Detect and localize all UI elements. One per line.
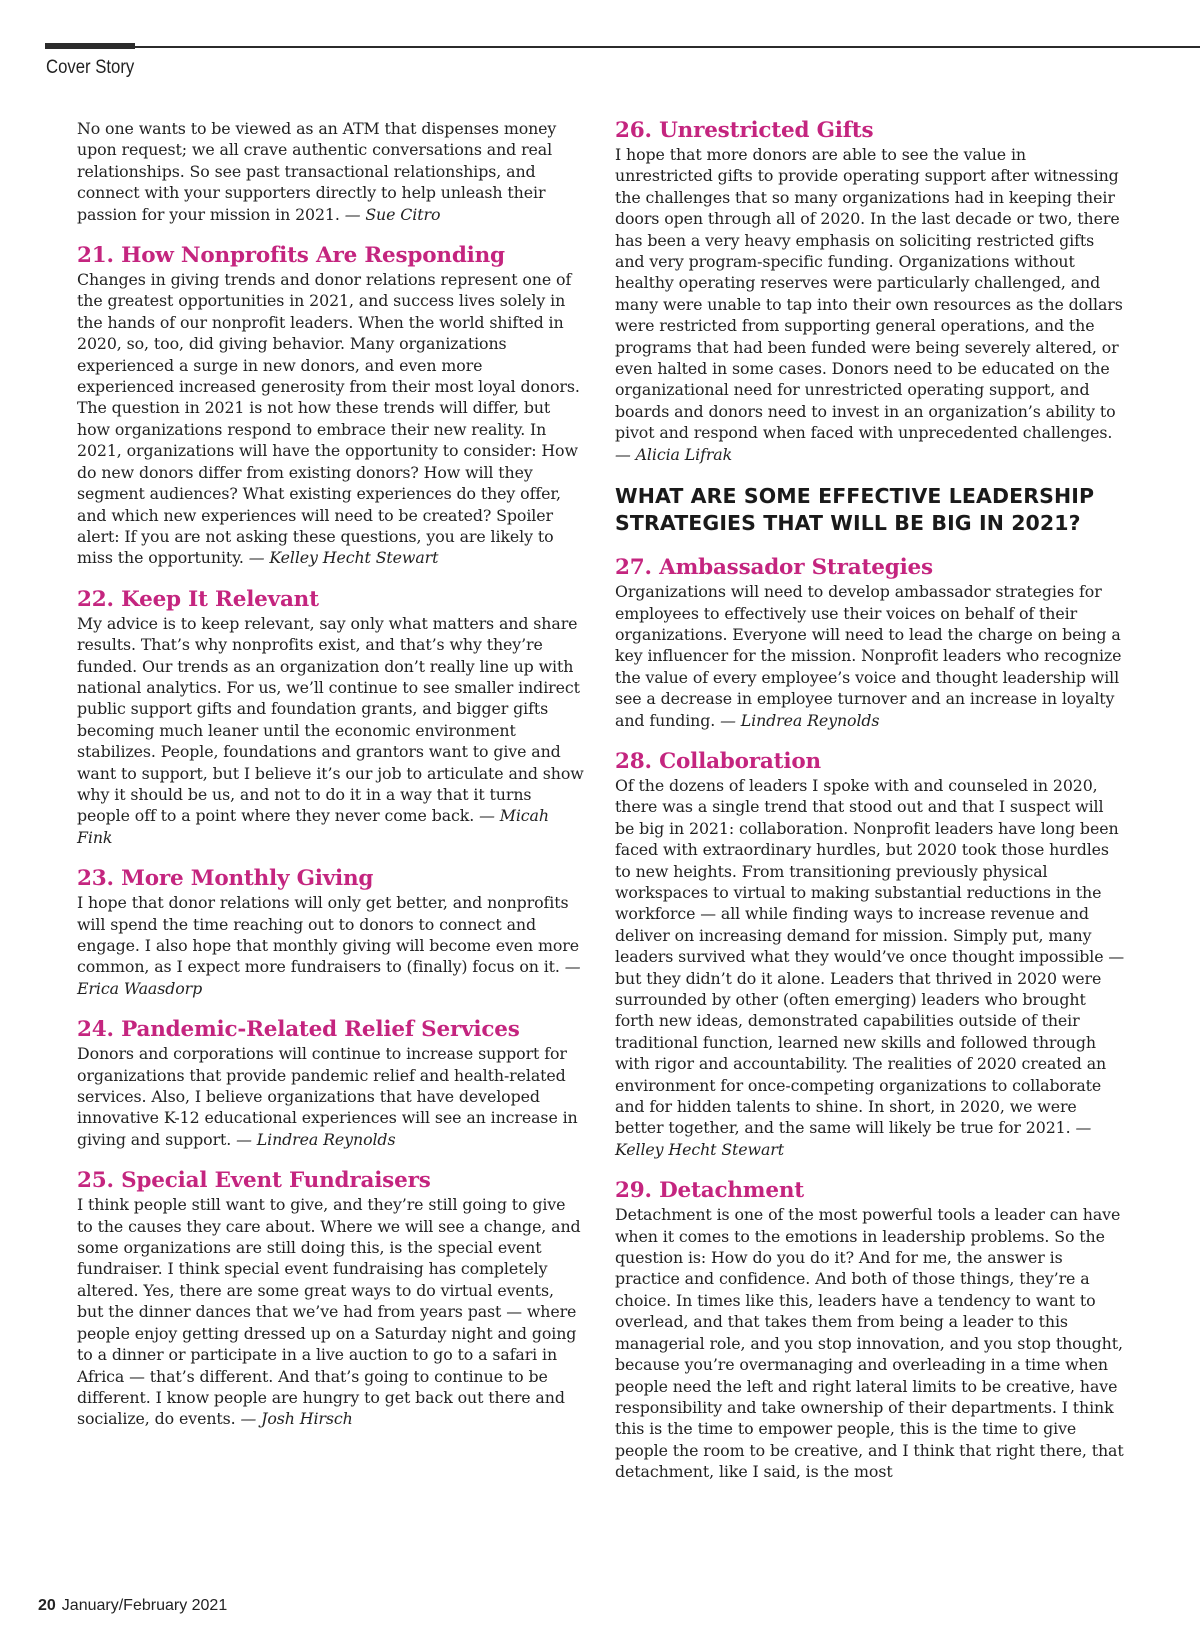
article-item-22: [77, 587, 584, 848]
article-item-26: [615, 118, 1125, 465]
item-author: — Micah Fink: [77, 806, 549, 847]
item-author: — Lindrea Reynolds: [720, 710, 880, 730]
item-text: Of the dozens of leaders I spoke with and counseled in 2020, there was a single trend that stood out and that I suspect will be big in 2021: collaboration. Nonprofit leaders have long been faced with extraordinary hurdles, but 2020 took those hurdles to new heights. From transitioning previously physical workspaces to virtual to making substantial reductions in the workforce — all while finding ways to increase revenue and deliver on increasing demand for mission. Simply put, many leaders survived what they would’ve once thought impossible — but they didn’t do it alone. Leaders that thrived in 2020 were surrounded by other (often emerging) leaders who brought forth new ideas, demonstrated capabilities outside of their traditional function, learned new skills and followed through with rigor and accountability. The realities of 2020 created an environment for once-competing organizations to collaborate and for hidden talents to shine. In short, in 2020, we were better together, and the same will likely be true for 2021.: [615, 775, 1125, 1138]
item-author: — Lindrea Reynolds: [236, 1129, 396, 1149]
item-author: — Kelley Hecht Stewart: [248, 548, 439, 568]
article-item-27: [615, 555, 1125, 731]
item-heading: 28. Collaboration: [615, 748, 821, 774]
item-author: — Josh Hirsch: [240, 1409, 353, 1429]
item-heading: 23. More Monthly Giving: [77, 866, 374, 892]
article-item-28: [615, 749, 1125, 1160]
item-text: Detachment is one of the most powerful tools a leader can have when it comes to the emotions in leadership problems. So the question is: How do you do it? And for me, the answer is practice and confidence. And both of those things, they’re a choice. In times like this, leaders have a tendency to want to overlead, and that takes them from being a leader to this managerial role, and you stop innovation, and you stop thought, because you’re overmanaging and overleading in a time when people need the left and right lateral limits to be creative, have responsibility and take ownership of their departments. I think this is the time to empower people, this is the time to give people the room to be creative, and I think that right there, that detachment, like I said, is the most: [615, 1205, 1124, 1482]
item-heading: 29. Detachment: [615, 1178, 804, 1204]
article-item-29: [615, 1178, 1125, 1482]
item-heading: 21. How Nonprofits Are Responding: [77, 243, 505, 269]
item-heading: 26. Unrestricted Gifts: [615, 118, 874, 143]
header-rule: [45, 46, 1200, 48]
header-rule-accent: [45, 43, 135, 49]
item-heading: 25. Special Event Fundraisers: [77, 1168, 431, 1194]
article-item-23: [77, 866, 584, 999]
item-heading: 24. Pandemic-Related Relief Services: [77, 1017, 520, 1043]
item-text: Changes in giving trends and donor relations represent one of the greatest opportunities in 2021, and success lives solely in the hands of our nonprofit leaders. When the world shifted in 2020, so, too, did giving behavior. Many organizations experienced a surge in new donors, and even more experienced increased generosity from their most loyal donors. The question in 2021 is not how these trends will differ, but how organizations respond to embrace their new reality. In 2021, organizations will have the opportunity to consider: How do new donors differ from existing donors? How will they segment audiences? What existing experiences do they offer, and which new experiences will need to be created? Spoiler alert: If you are not asking these questions, you are likely to miss the opportunity.: [77, 270, 580, 568]
left-column: [77, 118, 584, 1448]
intro-paragraph: [77, 118, 584, 225]
page-footer: [38, 1597, 227, 1615]
page-number: 20: [38, 1597, 56, 1614]
section-question-heading: WHAT ARE SOME EFFECTIVE LEADERSHIP STRATEGIES THAT WILL BE BIG IN 2021?: [615, 484, 1095, 536]
item-author: — Alicia Lifrak: [615, 444, 733, 464]
item-text: Donors and corporations will continue to increase support for organizations that provide pandemic relief and health-related services. Also, I believe organizations that have developed innovative K-12 educational experiences will see an increase in giving and support.: [77, 1044, 578, 1149]
right-column: [615, 118, 1125, 1501]
issue-date: January/February 2021: [61, 1597, 228, 1614]
item-author: — Kelley Hecht Stewart: [615, 1118, 1092, 1159]
article-item-25: [77, 1168, 584, 1429]
item-heading: 22. Keep It Relevant: [77, 586, 319, 612]
section-label: Cover Story: [46, 57, 135, 78]
article-item-21: [77, 243, 584, 569]
intro-text: No one wants to be viewed as an ATM that dispenses money upon request; we all crave authentic conversations and real relationships. So see past transactional relationships, and connect with your supporters directly to help unleash their passion for your mission in 2021.: [77, 119, 557, 224]
item-text: Organizations will need to develop ambassador strategies for employees to effectively use their voices on behalf of their organizations. Everyone will need to lead the charge on being a key influencer for the mission. Nonprofit leaders who recognize the value of every employee’s voice and thought leadership will see a decrease in employee turnover and an increase in loyalty and funding.: [615, 582, 1122, 730]
item-text: I think people still want to give, and they’re still going to give to the causes they care about. Where we will see a change, and some organizations are still doing this, is the special event fundraiser. I think special event fundraising has completely altered. Yes, there are some great ways to do virtual events, but the dinner dances that we’ve had from years past — where people enjoy getting dressed up on a Saturday night and going to a dinner or participate in a live auction to go to a safari in Africa — that’s different. And that’s going to continue to be different. I know people are hungry to get back out there and socialize, do events.: [77, 1195, 581, 1429]
intro-author: — Sue Citro: [344, 204, 441, 224]
item-text: My advice is to keep relevant, say only what matters and share results. That’s why nonprofits exist, and that’s why they’re funded. Our trends as an organization don’t really line up with national analytics. For us, we’ll continue to see smaller indirect public support gifts and foundation grants, and bigger gifts becoming much leaner until the economic environment stabilizes. People, foundations and grantors want to give and want to support, but I believe it’s our job to articulate and show why it should be us, and not to do it in a way that it turns people off to a point where they never come back.: [77, 613, 584, 826]
article-item-24: [77, 1017, 584, 1150]
item-author: — Erica Waasdorp: [77, 957, 581, 998]
item-text: I hope that more donors are able to see the value in unrestricted gifts to provide operating support after witnessing the challenges that so many organizations had in keeping their doors open through all of 2020. In the last decade or two, there has been a very heavy emphasis on soliciting restricted gifts and very program-specific funding. Organizations without healthy operating reserves were particularly challenged, and many were unable to tap into their own resources as the dollars were restricted from supporting general operations, and the programs that had been funded were being severely altered, or even halted in some cases. Donors need to be educated on the organizational need for unrestricted operating support, and boards and donors need to invest in an organization’s ability to pivot and respond when faced with unprecedented challenges.: [615, 145, 1123, 443]
item-heading: 27. Ambassador Strategies: [615, 555, 933, 581]
item-text: I hope that donor relations will only get better, and nonprofits will spend the time reaching out to donors to connect and engage. I also hope that monthly giving will become even more common, as I expect more fundraisers to (finally) focus on it.: [77, 893, 580, 977]
